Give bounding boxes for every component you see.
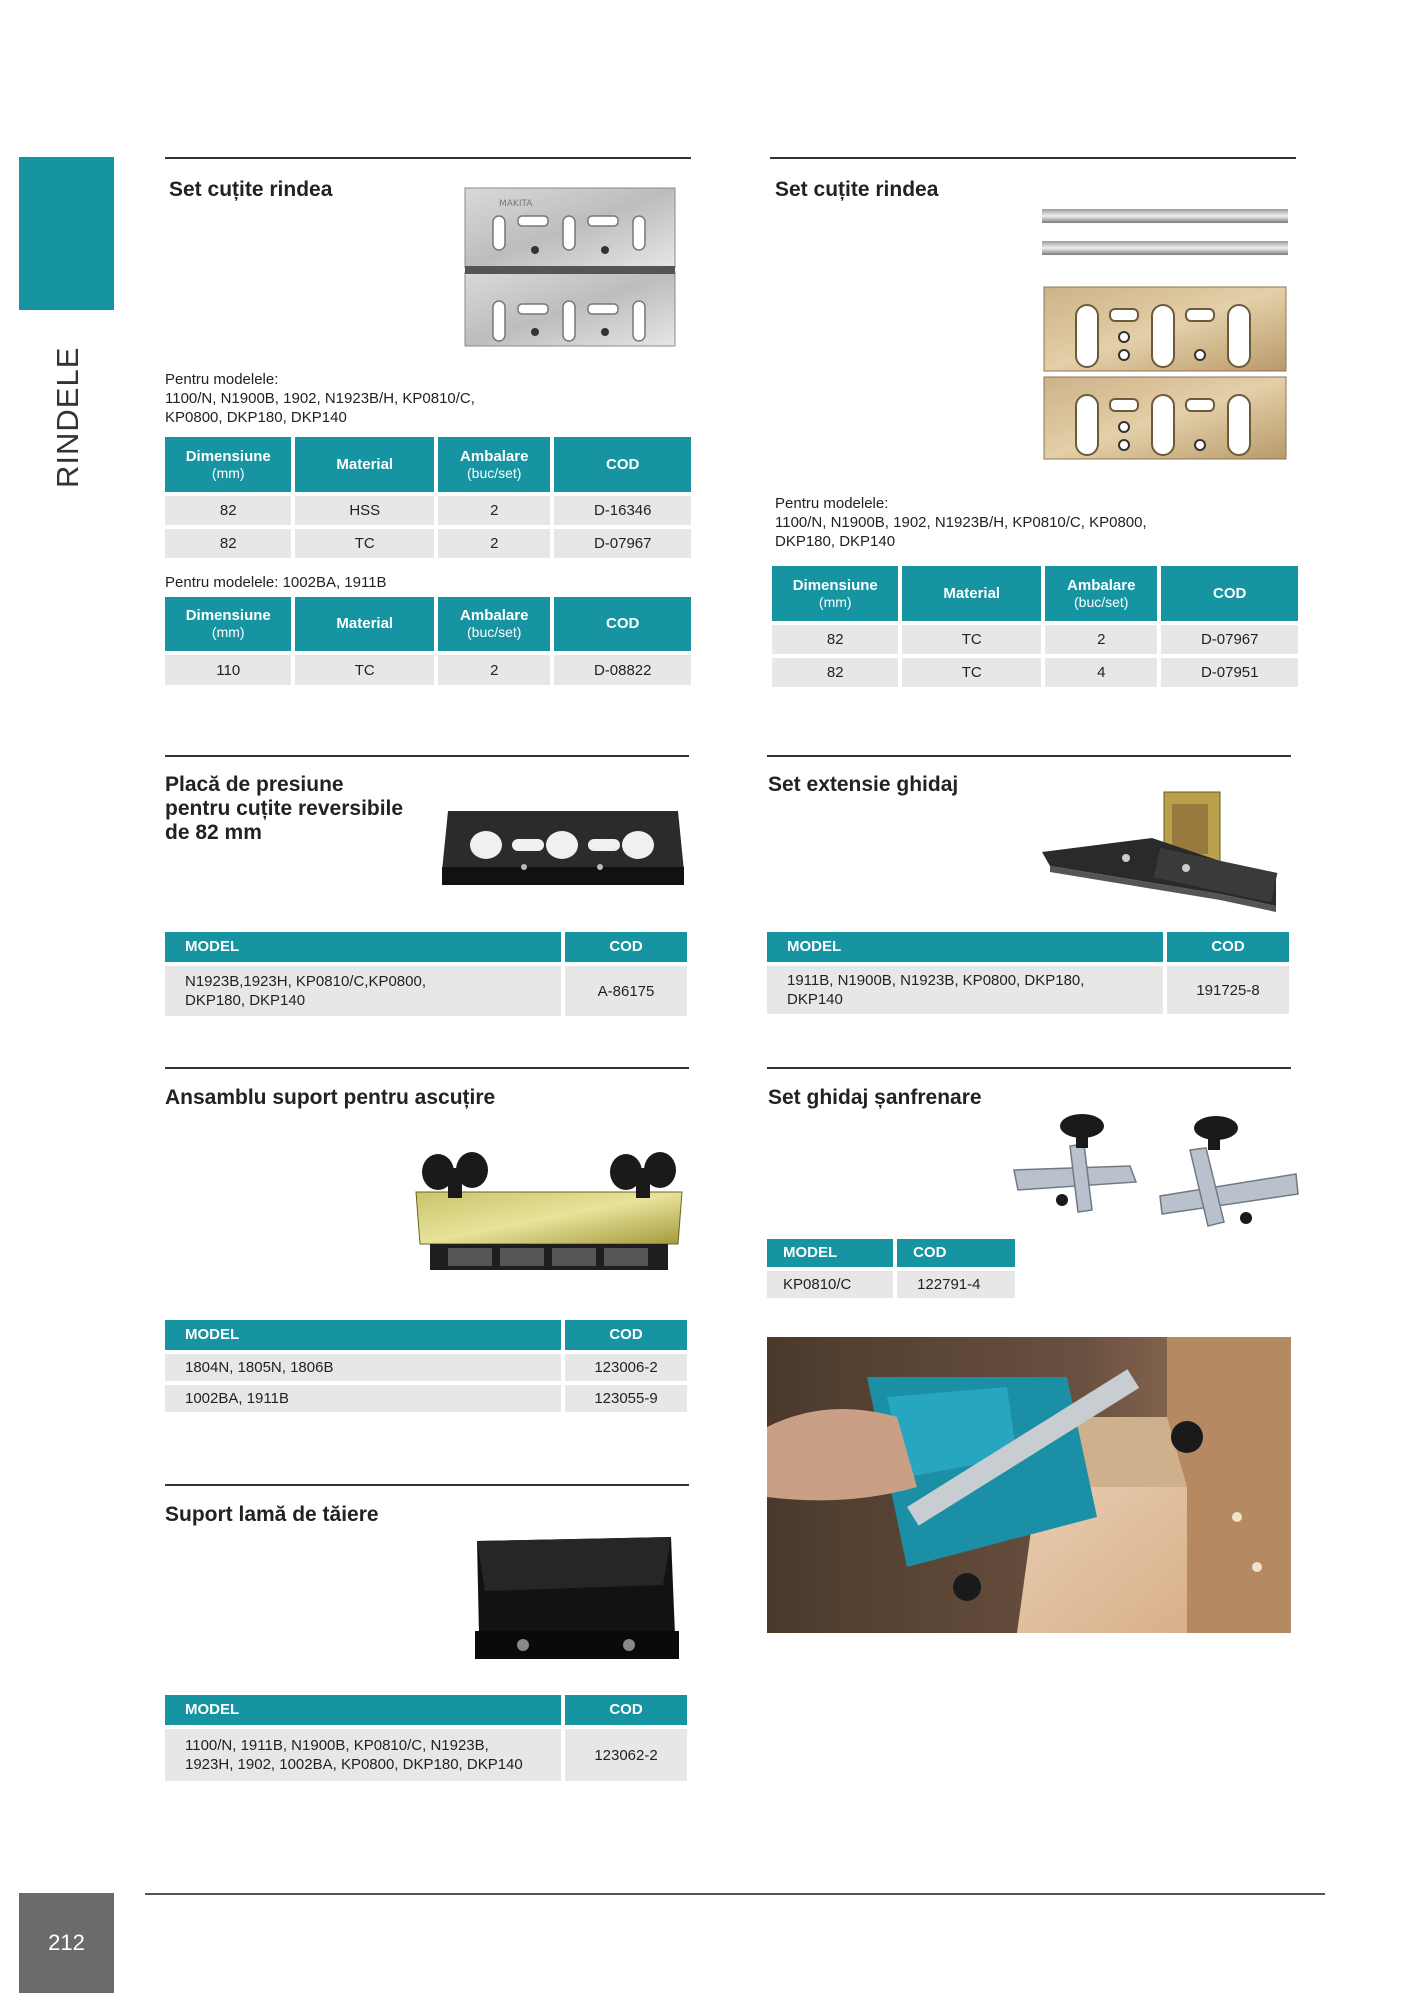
- table-row: 82 TC 2 D-07967: [165, 529, 691, 558]
- section-title: Suport lamă de tăiere: [165, 1503, 379, 1526]
- col-code: COD: [554, 437, 691, 492]
- guide-extension-image: [1040, 790, 1280, 912]
- planer-blades-image: [463, 186, 677, 348]
- model-table: MODEL COD 1804N, 1805N, 1806B 123006-2 1002BA, 1911B 123055-9: [161, 1316, 691, 1416]
- model-table: MODEL COD 1100/N, 1911B, N1900B, KP0810/C, N1923B, 1923H, 1902, 1002BA, KP0800, DKP180, DKP140 123062-2: [161, 1691, 691, 1785]
- table-row: 1100/N, 1911B, N1900B, KP0810/C, N1923B, 1923H, 1902, 1002BA, KP0800, DKP180, DKP140 123062-2: [165, 1729, 687, 1781]
- models-note: Pentru modelele: 1100/N, N1900B, 1902, N1923B/H, KP0810/C, KP0800, DKP180, DKP140: [775, 495, 1147, 550]
- model-table: MODEL COD KP0810/C 122791-4: [763, 1235, 1019, 1302]
- tc-blades-image: [1040, 205, 1290, 461]
- section-title: Set cuțite rindea: [775, 178, 939, 201]
- table-row: 82 HSS 2 D-16346: [165, 496, 691, 525]
- sharpening-holder-image: [408, 1148, 690, 1272]
- col-material: Material: [295, 437, 434, 492]
- chapter-color-block: [19, 157, 114, 310]
- table-row: 1911B, N1900B, N1923B, KP0800, DKP180, DKP140 191725-8: [767, 966, 1289, 1014]
- section-rule: [767, 755, 1291, 757]
- section-rule: [165, 1484, 689, 1486]
- col-packing: Ambalare (buc/set): [438, 437, 550, 492]
- spec-table: Dimensiune (mm) Material Ambalare (buc/set) COD 110 TC 2 D-08822: [161, 593, 695, 689]
- table-row: N1923B,1923H, KP0810/C,KP0800, DKP180, DKP140 A-86175: [165, 966, 687, 1016]
- section-title: Set cuțite rindea: [169, 178, 333, 201]
- table-row: 1804N, 1805N, 1806B 123006-2: [165, 1354, 687, 1381]
- blade-holder-image: [473, 1535, 679, 1661]
- models-note: Pentru modelele: 1002BA, 1911B: [165, 574, 387, 591]
- section-title: Set ghidaj șanfrenare: [768, 1086, 982, 1109]
- section-rule: [165, 755, 689, 757]
- chamfer-guide-image: [1010, 1110, 1300, 1232]
- table-row: 1002BA, 1911B 123055-9: [165, 1385, 687, 1412]
- pressure-plate-image: [440, 805, 686, 887]
- model-table: MODEL COD 1911B, N1900B, N1923B, KP0800, DKP180, DKP140 191725-8: [763, 928, 1293, 1018]
- planer-in-use-photo: [767, 1337, 1291, 1633]
- blade-imprint: MAKITA: [499, 199, 533, 209]
- page-number: 212: [19, 1893, 114, 1993]
- col-dimension: Dimensiune (mm): [165, 437, 291, 492]
- footer-rule: [145, 1893, 1325, 1895]
- section-rule: [165, 157, 691, 159]
- table-row: 82 TC 2 D-07967: [772, 625, 1298, 654]
- table-row: 82 TC 4 D-07951: [772, 658, 1298, 687]
- section-title: Placă de presiune pentru cuțite reversibile de 82 mm: [165, 773, 404, 844]
- section-title: Set extensie ghidaj: [768, 773, 959, 796]
- model-table: MODEL COD N1923B,1923H, KP0810/C,KP0800, DKP180, DKP140 A-86175: [161, 928, 691, 1020]
- spec-table: [161, 433, 695, 562]
- models-note: Pentru modelele: 1100/N, N1900B, 1902, N1923B/H, KP0810/C, KP0800, DKP180, DKP140: [165, 371, 475, 426]
- section-rule: [770, 157, 1296, 159]
- section-title: Ansamblu suport pentru ascuțire: [165, 1086, 496, 1109]
- section-rule: [165, 1067, 689, 1069]
- table-row: 110 TC 2 D-08822: [165, 655, 691, 685]
- table-row: KP0810/C 122791-4: [767, 1271, 1015, 1298]
- spec-table: Dimensiune (mm) Material Ambalare (buc/set) COD 82 TC 2 D-07967 82 TC 4 D-07951: [768, 562, 1302, 691]
- section-rule: [767, 1067, 1291, 1069]
- chapter-label: RINDELE: [50, 346, 85, 488]
